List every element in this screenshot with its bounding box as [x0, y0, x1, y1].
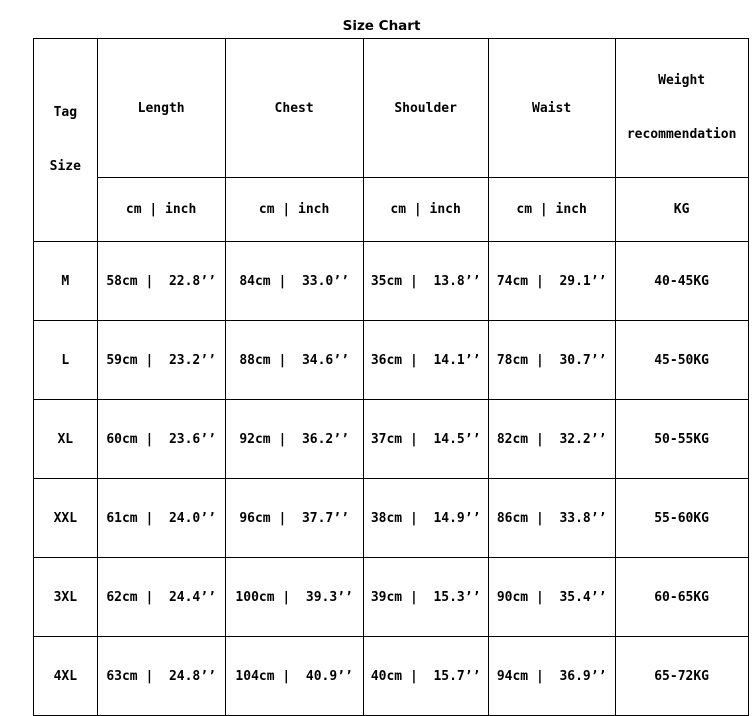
cell-chest: 88cm | 34.6’’	[225, 321, 363, 400]
header-chest: Chest	[225, 39, 363, 178]
unit-weight: KG	[615, 178, 748, 242]
cell-shoulder: 39cm | 15.3’’	[363, 558, 488, 637]
header-tag-size	[34, 39, 98, 242]
unit-shoulder: cm | inch	[363, 178, 488, 242]
cell-waist: 94cm | 36.9’’	[488, 637, 615, 716]
cell-size: XXL	[34, 479, 98, 558]
row-xl	[34, 400, 749, 479]
size-chart-table	[33, 38, 749, 716]
cell-weight: 45-50KG	[615, 321, 748, 400]
cell-size: 4XL	[34, 637, 98, 716]
cell-weight: 40-45KG	[615, 242, 748, 321]
row-3xl	[34, 558, 749, 637]
cell-size: XL	[34, 400, 98, 479]
unit-waist: cm | inch	[488, 178, 615, 242]
cell-chest: 96cm | 37.7’’	[225, 479, 363, 558]
cell-waist: 90cm | 35.4’’	[488, 558, 615, 637]
cell-size: L	[34, 321, 98, 400]
row-4xl	[34, 637, 749, 716]
cell-shoulder: 40cm | 15.7’’	[363, 637, 488, 716]
unit-chest: cm | inch	[225, 178, 363, 242]
header-weight-line1: Weight	[658, 73, 706, 88]
cell-waist: 86cm | 33.8’’	[488, 479, 615, 558]
row-m	[34, 242, 749, 321]
header-tag-line1: Tag	[53, 105, 78, 120]
cell-chest: 104cm | 40.9’’	[225, 637, 363, 716]
cell-shoulder: 37cm | 14.5’’	[363, 400, 488, 479]
cell-length: 58cm | 22.8’’	[97, 242, 225, 321]
header-row-labels	[34, 39, 749, 178]
cell-length: 60cm | 23.6’’	[97, 400, 225, 479]
cell-size: 3XL	[34, 558, 98, 637]
cell-length: 63cm | 24.8’’	[97, 637, 225, 716]
unit-length: cm | inch	[97, 178, 225, 242]
cell-weight: 55-60KG	[615, 479, 748, 558]
cell-shoulder: 36cm | 14.1’’	[363, 321, 488, 400]
cell-chest: 92cm | 36.2’’	[225, 400, 363, 479]
cell-length: 61cm | 24.0’’	[97, 479, 225, 558]
row-xxl	[34, 479, 749, 558]
cell-chest: 100cm | 39.3’’	[225, 558, 363, 637]
cell-length: 59cm | 23.2’’	[97, 321, 225, 400]
header-weight-recommendation	[615, 39, 748, 178]
row-l	[34, 321, 749, 400]
cell-weight: 50-55KG	[615, 400, 748, 479]
cell-chest: 84cm | 33.0’’	[225, 242, 363, 321]
page-title: Size Chart	[342, 18, 421, 34]
header-row-units	[34, 178, 749, 242]
cell-waist: 74cm | 29.1’’	[488, 242, 615, 321]
header-tag-line2: Size	[49, 159, 81, 174]
header-shoulder: Shoulder	[363, 39, 488, 178]
header-length: Length	[97, 39, 225, 178]
cell-size: M	[34, 242, 98, 321]
cell-shoulder: 35cm | 13.8’’	[363, 242, 488, 321]
cell-waist: 82cm | 32.2’’	[488, 400, 615, 479]
cell-waist: 78cm | 30.7’’	[488, 321, 615, 400]
cell-weight: 60-65KG	[615, 558, 748, 637]
header-weight-line2: recommendation	[626, 127, 737, 142]
header-waist: Waist	[488, 39, 615, 178]
cell-weight: 65-72KG	[615, 637, 748, 716]
cell-shoulder: 38cm | 14.9’’	[363, 479, 488, 558]
cell-length: 62cm | 24.4’’	[97, 558, 225, 637]
